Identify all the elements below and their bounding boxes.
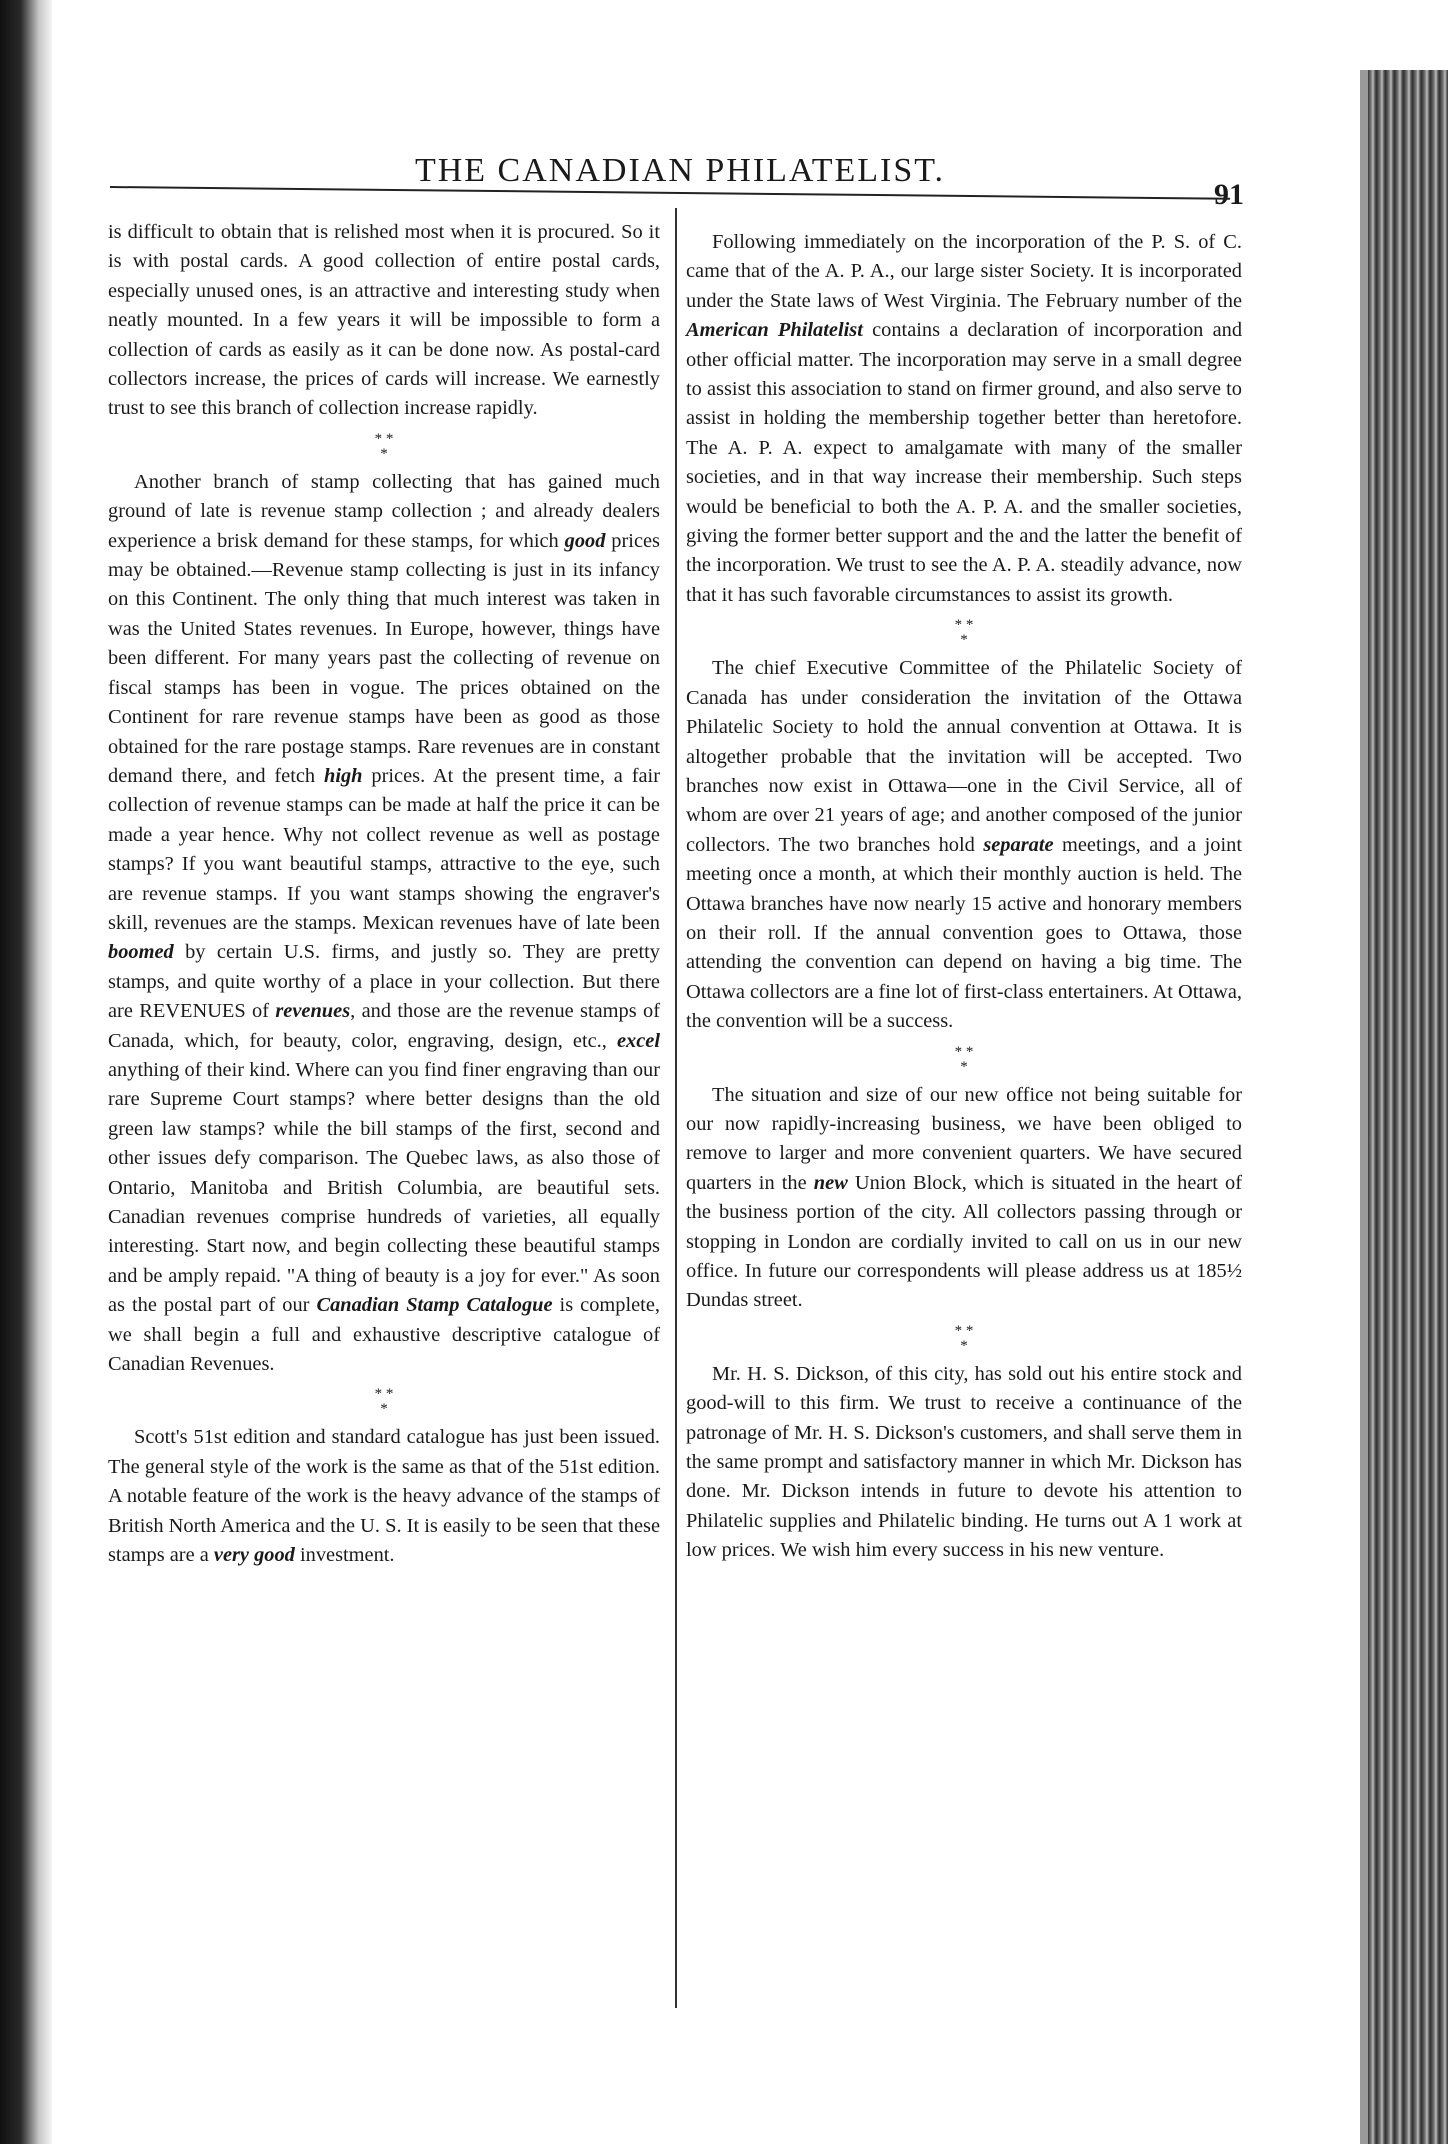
paragraph-revenue-stamps: Another branch of stamp collecting that has gained much ground of late is revenue stamp collection ; and already dealers experience a brisk demand for these stamps, for which good prices may be obtained.—Revenue stamp collecting is just in its infancy on this Continent. The only thing that much interest was taken in was the United States revenues. In Europe, however, things have been different. For many years past the collecting of revenue on fiscal stamps has been in vogue. The prices obtained on the Continent for rare revenue stamps have been as good as those obtained for the rare postage stamps. Rare revenues are in constant demand there, and fetch high prices. At the present time, a fair collection of revenue stamps can be made at half the price it can be made a year hence. Why not collect revenue as well as postage stamps? If you want beautiful stamps, attractive to the eye, such are revenue stamps. If you want stamps showing the engraver's skill, revenues are the stamps. Mexican revenues have of late been boomed by certain U.S. firms, and justly so. They are pretty stamps, and quite worthy of a place in your collection. But there are REVENUES of revenues, and those are the revenue stamps of Canada, which, for beauty, color, engraving, design, etc., excel anything of their kind. Where can you find finer engraving than our rare Supreme Court stamps? where better designs than the old green law stamps? while the bill stamps of the first, second and other issues defy comparison. The Quebec laws, as also those of Ontario, Manitoba and British Columbia, are beautiful sets. Canadian revenues comprise hundreds of varieties, all equally interesting. Start now, and begin collecting these beautiful stamps and be amply repaid. "A thing of beauty is a joy for ever." As soon as the postal part of our Canadian Stamp Catalogue is complete, we shall begin a full and exhaustive descriptive catalogue of Canadian Revenues. bbox=[108, 470, 660, 1376]
separator-stars-bottom: * bbox=[380, 1401, 388, 1418]
book-gutter-shadow bbox=[0, 0, 52, 2144]
paragraph-postal-cards: is difficult to obtain that is relished most when it is procured. So it is with postal cards. A good collection of entire postal cards, especially unused ones, is an attractive and interesting study when neatly mounted. In a few years it will be impossible to form a collection of cards as easily as it can be done now. As postal-card collectors increase, the prices of cards will increase. We earnestly trust to see this branch of collection increase rapidly. bbox=[108, 221, 660, 420]
page-number: 91 bbox=[1214, 178, 1244, 211]
paragraph-ottawa-convention: The chief Executive Committee of the Philatelic Society of Canada has under consideration the invitation of the Ottawa Philatelic Society to hold the annual convention at Ottawa. It is altogether probable that the invitation will be accepted. Two branches now exist in Ottawa—one in the Civil Service, all of whom are over 21 years of age; and another composed of the junior collectors. The two branches hold separate meetings, and a joint meeting once a month, at which their monthly auction is held. The Ottawa branches have now nearly 15 active and honorary members on their roll. If the annual convention goes to Ottawa, those attending the convention can depend on having a big time. The Ottawa collectors are a fine lot of first-class entertainers. At Ottawa, the convention will be a success. bbox=[686, 657, 1242, 1033]
section-separator bbox=[108, 1379, 660, 1423]
separator-stars-top: * * bbox=[954, 617, 974, 634]
paragraph-dickson-stock: Mr. H. S. Dickson, of this city, has sold out his entire stock and good-will to this firm. We trust to receive a continuance of the patronage of Mr. H. S. Dickson's customers, and shall serve them in the same prompt and satisfactory manner in which Mr. Dickson has done. Mr. Dickson intends in future to devote his attention to Philatelic supplies and Philatelic binding. He turns out A 1 work at low prices. We wish him every success in his new venture. bbox=[686, 1362, 1242, 1562]
paragraph-scotts-catalogue: Scott's 51st edition and standard catalogue has just been issued. The general style of the work is the same as that of the 51st edition. A notable feature of the work is the heavy advance of the stamps of British North America and the U. S. It is easily to be seen that these stamps are a very good investment. bbox=[108, 1426, 660, 1567]
section-separator bbox=[108, 424, 660, 468]
paragraph-new-office: The situation and size of our new office not being suitable for our now rapidly-increasing business, we have been obliged to remove to larger and more convenient quarters. We have secured quarters in the new Union Block, which is situated in the heart of the business portion of the city. All collectors passing through or stopping in London are cordially invited to call on us in our new office. In future our correspondents will please address us at 185½ Dundas street. bbox=[686, 1083, 1242, 1312]
separator-stars-bottom: * bbox=[380, 445, 388, 462]
right-column bbox=[686, 228, 1242, 1566]
page-title: THE CANADIAN PHILATELIST. bbox=[414, 152, 946, 189]
separator-stars-top: * * bbox=[954, 1043, 974, 1060]
separator-stars-bottom: * bbox=[960, 632, 968, 649]
section-separator bbox=[686, 1316, 1242, 1360]
separator-stars-top: * * bbox=[374, 1386, 394, 1403]
separator-stars-top: * * bbox=[954, 1322, 974, 1339]
separator-stars-bottom: * bbox=[960, 1337, 968, 1354]
section-separator bbox=[686, 610, 1242, 654]
column-divider bbox=[675, 208, 677, 2008]
book-page-stack bbox=[1368, 70, 1448, 2144]
separator-stars-bottom: * bbox=[960, 1058, 968, 1075]
paragraph-apa-incorporation: Following immediately on the incorporation of the P. S. of C. came that of the A. P. A., our large sister Society. It is incorporated under the State laws of West Virginia. The February number of the American Philatelist contains a declaration of incorporation and other official matter. The incorporation may serve in a small degree to assist this association to stand on firmer ground, and also serve to assist in holding the membership together better than heretofore. The A. P. A. expect to amalgamate with many of the smaller societies, and in that way increase their membership. Such steps would be beneficial to both the A. P. A. and the smaller societies, giving the former better support and the and the latter the benefit of the incorporation. We trust to see the A. P. A. steadily advance, now that it has such favorable circumstances to assist its growth. bbox=[686, 231, 1243, 606]
section-separator bbox=[686, 1037, 1242, 1081]
separator-stars-top: * * bbox=[374, 430, 394, 447]
left-column bbox=[108, 218, 660, 1570]
